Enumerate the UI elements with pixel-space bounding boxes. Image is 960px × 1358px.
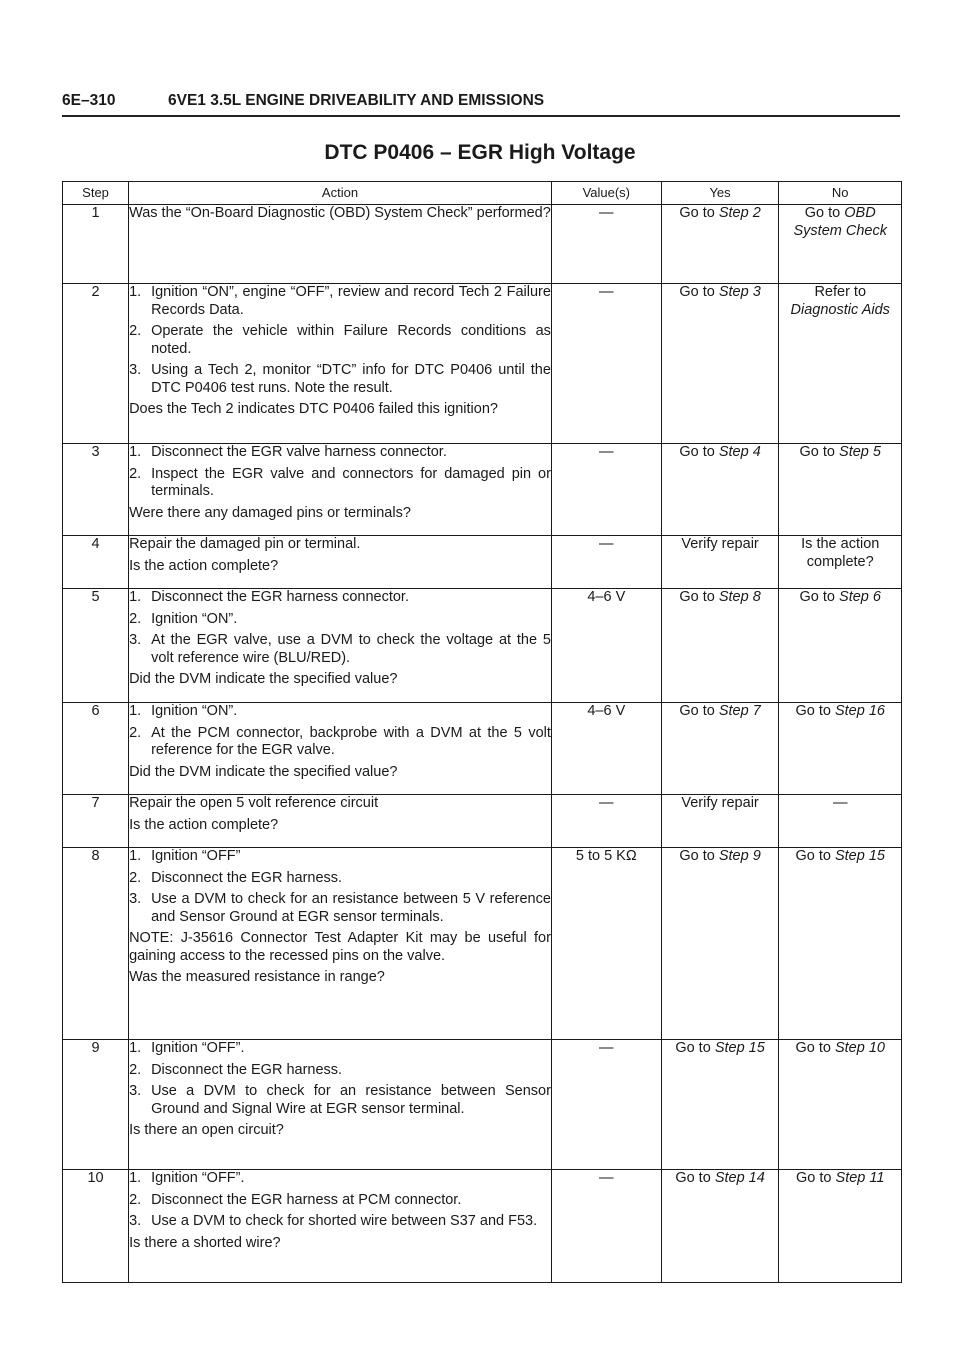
step-number: 6 <box>63 703 129 795</box>
no-result-cell <box>779 1040 902 1170</box>
yes-result-text: Go to <box>679 703 719 719</box>
action-cell <box>129 284 552 444</box>
no-result-reference: Step 11 <box>835 1170 885 1186</box>
yes-result-cell <box>661 589 779 703</box>
column-header-action: Action <box>129 182 552 205</box>
action-step-number: 1. <box>129 284 142 300</box>
no-result-text: Go to <box>796 1170 836 1186</box>
action-question: Is there a shorted wire? <box>129 1234 281 1251</box>
no-result-cell <box>779 444 902 536</box>
action-question: Did the DVM indicate the specified value? <box>129 763 398 780</box>
step-number: 1 <box>63 205 129 284</box>
yes-result-text: Go to <box>679 284 719 300</box>
no-result-reference: Step 15 <box>834 848 885 864</box>
value-cell: 4–6 V <box>551 703 661 795</box>
action-step-number: 2. <box>129 465 142 482</box>
no-result-text: Go to <box>795 703 835 719</box>
action-step-text: Ignition “ON”. <box>151 610 238 627</box>
action-step-item <box>129 1170 551 1188</box>
yes-result-cell <box>661 1170 779 1283</box>
step-number: 5 <box>63 589 129 703</box>
action-step-item <box>129 1062 551 1080</box>
table-body <box>63 205 902 1283</box>
action-step-text: Ignition “OFF” <box>151 848 241 864</box>
yes-result-text: Verify repair <box>681 536 759 552</box>
action-step-item <box>129 725 551 760</box>
action-step-item <box>129 284 551 319</box>
yes-result-text: Go to <box>679 589 719 605</box>
value-cell: 4–6 V <box>551 589 661 703</box>
yes-result-text: Go to <box>679 205 719 221</box>
action-step-item <box>129 611 551 629</box>
no-result-text: — <box>832 795 848 811</box>
page-number: 6E–310 <box>62 92 116 109</box>
action-question: Is the action complete? <box>129 816 279 833</box>
action-step-item <box>129 848 551 866</box>
action-cell <box>129 536 552 589</box>
step-number: 4 <box>63 536 129 589</box>
yes-result-reference: Step 9 <box>718 848 761 864</box>
action-step-text: Use a DVM to check for an resistance between 5 V reference and Sensor Ground at EGR sensor terminals. <box>151 891 551 925</box>
yes-result-cell <box>661 1040 779 1170</box>
value-cell: — <box>551 536 661 589</box>
action-cell <box>129 205 552 284</box>
table-row <box>63 284 902 444</box>
no-result-text: Go to <box>795 848 835 864</box>
no-result-cell <box>779 284 902 444</box>
action-cell <box>129 848 552 1040</box>
step-number: 10 <box>63 1170 129 1283</box>
action-step-number: 2. <box>129 1061 142 1078</box>
action-step-item <box>129 632 551 667</box>
table-row <box>63 703 902 795</box>
no-result-reference: OBD System Check <box>793 205 887 239</box>
action-step-number: 1. <box>129 1170 142 1186</box>
action-step-number: 3. <box>129 1213 142 1229</box>
action-step-number: 3. <box>129 1083 142 1099</box>
action-step-item <box>129 362 551 397</box>
no-result-cell <box>779 536 902 589</box>
action-step-number: 2. <box>129 610 142 627</box>
diagnostic-table <box>62 181 902 1283</box>
action-step-number: 1. <box>129 589 142 605</box>
action-step-item <box>129 703 551 721</box>
action-question: Did the DVM indicate the specified value? <box>129 671 398 687</box>
action-cell <box>129 1170 552 1283</box>
page-title: DTC P0406 – EGR High Voltage <box>324 141 636 164</box>
no-result-reference: Diagnostic Aids <box>790 301 890 318</box>
value-cell: — <box>551 205 661 284</box>
action-question: Is the action complete? <box>129 557 279 574</box>
step-number: 2 <box>63 284 129 444</box>
action-step-item <box>129 1192 551 1210</box>
table-row <box>63 848 902 1040</box>
no-result-text: Go to <box>804 205 845 221</box>
value-cell: — <box>551 284 661 444</box>
action-step-item <box>129 589 551 607</box>
yes-result-cell <box>661 848 779 1040</box>
column-header-yes: Yes <box>661 182 779 205</box>
action-question: Were there any damaged pins or terminals? <box>129 504 411 521</box>
yes-result-cell <box>661 205 779 284</box>
action-step-text: Disconnect the EGR harness at PCM connector. <box>151 1191 462 1208</box>
action-step-number: 3. <box>129 362 142 378</box>
column-header-step: Step <box>63 182 129 205</box>
no-result-cell <box>779 848 902 1040</box>
action-step-number: 3. <box>129 632 142 648</box>
yes-result-reference: Step 15 <box>714 1040 765 1056</box>
action-step-number: 2. <box>129 724 142 741</box>
action-question: Repair the damaged pin or terminal. <box>129 536 361 552</box>
no-result-text: Refer to <box>814 284 867 300</box>
no-result-reference: Step 5 <box>839 444 881 460</box>
no-result-reference: Step 6 <box>839 589 881 605</box>
action-step-item <box>129 870 551 888</box>
column-header-no: No <box>779 182 902 205</box>
action-step-text: Ignition “ON”. <box>151 703 238 719</box>
no-result-cell <box>779 703 902 795</box>
action-question: Does the Tech 2 indicates DTC P0406 failed this ignition? <box>129 401 498 417</box>
no-result-cell <box>779 589 902 703</box>
action-step-item <box>129 323 551 358</box>
action-step-item <box>129 891 551 926</box>
action-cell <box>129 589 552 703</box>
column-header-values: Value(s) <box>551 182 661 205</box>
step-number: 7 <box>63 795 129 848</box>
action-step-text: Using a Tech 2, monitor “DTC” info for DTC P0406 until the DTC P0406 test runs. Note the result. <box>151 362 551 396</box>
action-cell <box>129 1040 552 1170</box>
value-cell: — <box>551 1040 661 1170</box>
yes-result-text: Go to <box>679 444 719 460</box>
action-step-text: At the PCM connector, backprobe with a DVM at the 5 volt reference for the EGR valve. <box>151 724 551 758</box>
step-number: 3 <box>63 444 129 536</box>
yes-result-cell <box>661 284 779 444</box>
action-step-number: 2. <box>129 323 142 339</box>
yes-result-text: Go to <box>675 1170 715 1186</box>
value-cell: — <box>551 795 661 848</box>
yes-result-cell <box>661 703 779 795</box>
table-header-row <box>63 182 902 205</box>
action-cell <box>129 444 552 536</box>
action-step-text: Operate the vehicle within Failure Records conditions as noted. <box>151 323 551 357</box>
no-result-text: Go to <box>795 1040 835 1056</box>
section-title: 6VE1 3.5L ENGINE DRIVEABILITY AND EMISSIONS <box>168 92 545 109</box>
action-step-number: 2. <box>129 869 142 886</box>
value-cell: 5 to 5 KΩ <box>551 848 661 1040</box>
no-result-cell <box>779 205 902 284</box>
value-cell: — <box>551 444 661 536</box>
action-step-text: Disconnect the EGR valve harness connector. <box>151 444 447 460</box>
action-step-number: 3. <box>129 891 142 907</box>
yes-result-text: Verify repair <box>681 795 759 811</box>
action-cell <box>129 795 552 848</box>
table-row <box>63 1170 902 1283</box>
no-result-text: Go to <box>799 444 840 460</box>
no-result-cell <box>779 795 902 848</box>
yes-result-text: Go to <box>675 1040 715 1056</box>
yes-result-reference: Step 7 <box>718 703 761 719</box>
action-step-text: Disconnect the EGR harness connector. <box>151 589 409 605</box>
action-step-item <box>129 466 551 501</box>
action-question: Was the “On-Board Diagnostic (OBD) System Check” performed? <box>129 205 551 221</box>
action-step-item <box>129 444 551 462</box>
action-step-number: 1. <box>129 848 142 864</box>
action-question: NOTE: J-35616 Connector Test Adapter Kit may be useful for gaining access to the recessed pins on the valve. <box>129 930 551 964</box>
no-result-text: Is the action complete? <box>801 536 880 570</box>
table-row <box>63 205 902 284</box>
page-header <box>62 91 900 117</box>
yes-result-cell <box>661 536 779 589</box>
yes-result-cell <box>661 795 779 848</box>
action-step-number: 1. <box>129 1040 142 1056</box>
action-cell <box>129 703 552 795</box>
table-row <box>63 444 902 536</box>
step-number: 9 <box>63 1040 129 1170</box>
action-step-number: 2. <box>129 1191 142 1208</box>
no-result-reference: Step 16 <box>834 703 885 719</box>
action-step-text: Inspect the EGR valve and connectors for damaged pin or terminals. <box>151 465 551 499</box>
table-row <box>63 795 902 848</box>
action-step-number: 1. <box>129 703 142 719</box>
action-step-item <box>129 1213 551 1231</box>
value-cell: — <box>551 1170 661 1283</box>
yes-result-reference: Step 4 <box>718 444 761 460</box>
action-question: Is there an open circuit? <box>129 1122 284 1138</box>
table-row <box>63 536 902 589</box>
action-question: Was the measured resistance in range? <box>129 969 385 985</box>
yes-result-reference: Step 2 <box>718 205 761 221</box>
action-step-item <box>129 1083 551 1118</box>
action-step-text: Disconnect the EGR harness. <box>151 1061 343 1078</box>
action-step-number: 1. <box>129 444 142 460</box>
action-step-item <box>129 1040 551 1058</box>
action-question: Repair the open 5 volt reference circuit <box>129 795 379 811</box>
action-step-text: Ignition “OFF”. <box>151 1170 245 1186</box>
table-row <box>63 589 902 703</box>
yes-result-reference: Step 3 <box>718 284 761 300</box>
yes-result-reference: Step 8 <box>718 589 761 605</box>
yes-result-text: Go to <box>679 848 719 864</box>
table-row <box>63 1040 902 1170</box>
action-step-text: Ignition “ON”, engine “OFF”, review and record Tech 2 Failure Records Data. <box>151 284 551 318</box>
action-step-text: Use a DVM to check for shorted wire between S37 and F53. <box>151 1213 538 1229</box>
step-number: 8 <box>63 848 129 1040</box>
action-step-text: At the EGR valve, use a DVM to check the voltage at the 5 volt reference wire (BLU/RED). <box>151 632 551 666</box>
yes-result-reference: Step 14 <box>714 1170 765 1186</box>
action-step-text: Use a DVM to check for an resistance between Sensor Ground and Signal Wire at EGR sensor terminal. <box>151 1083 551 1117</box>
action-step-text: Disconnect the EGR harness. <box>151 869 343 886</box>
action-step-text: Ignition “OFF”. <box>151 1040 245 1056</box>
no-result-text: Go to <box>799 589 840 605</box>
yes-result-cell <box>661 444 779 536</box>
no-result-reference: Step 10 <box>834 1040 885 1056</box>
no-result-cell <box>779 1170 902 1283</box>
